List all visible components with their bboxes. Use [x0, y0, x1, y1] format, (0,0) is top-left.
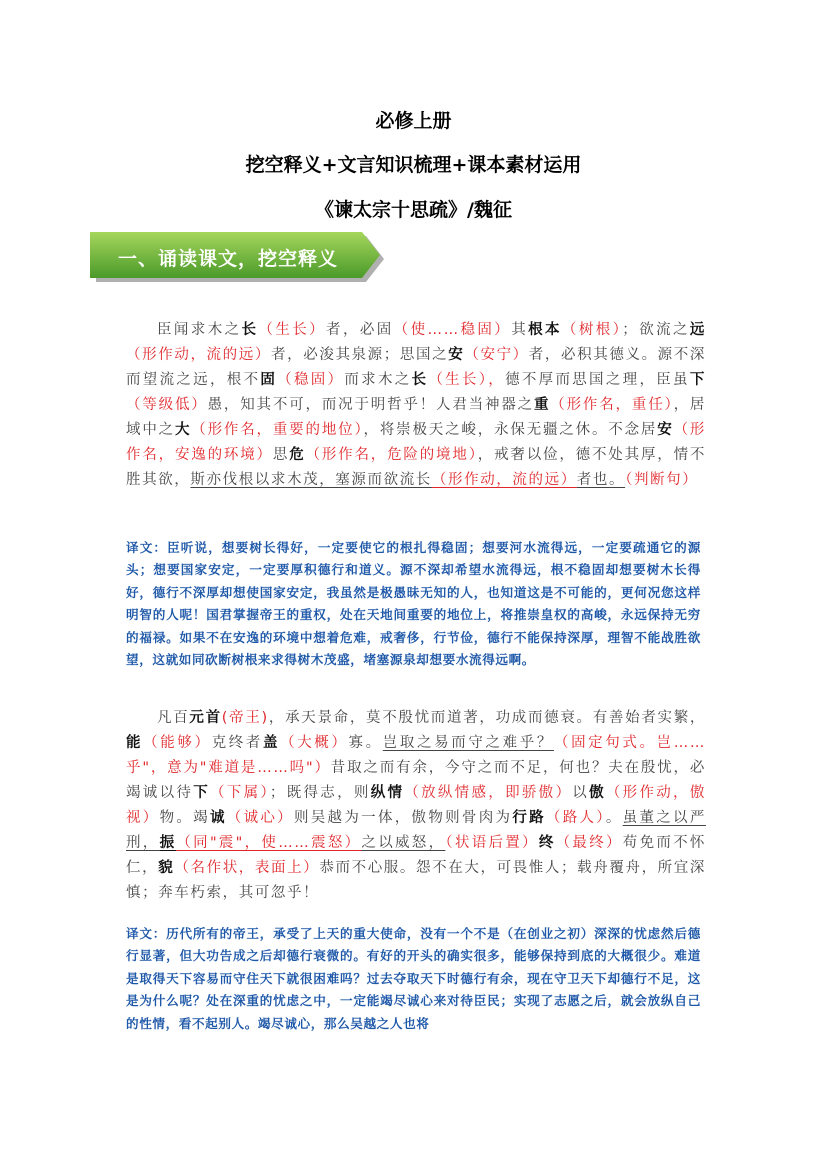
passage-text: ；既得志，则 [269, 785, 371, 801]
title-subject: 挖空释义+文言知识梳理+课本素材运用 [245, 154, 582, 176]
passage-text: 则吴越为一体，傲物则骨肉为 [293, 810, 513, 826]
annotation-note: （同"震"，使……震怒） [176, 835, 362, 851]
key-word: 下 [193, 785, 210, 801]
passage-text: ；欲流之 [622, 322, 690, 338]
passage-text: 者，必积其德义。源不深而望流之远，根不 [126, 347, 706, 388]
passage-text: ，戒奢以俭，德不处其厚，情不胜其欲， [126, 447, 706, 488]
key-word: 危 [289, 447, 306, 463]
passage-text: 之以威怒， [361, 835, 446, 851]
annotation-note: （路人） [545, 810, 606, 826]
passage-text: 愚，知其不可，而况于明哲乎！人君当神器之 [207, 397, 534, 413]
passage-text: ，将崇极天之峻，永保无疆之休。不念居 [363, 422, 658, 438]
passage-text: 而求木之 [344, 372, 412, 388]
key-word: 重 [533, 397, 551, 413]
key-word: 元首 [189, 710, 222, 726]
key-word: 大 [174, 422, 192, 438]
key-word: 盖 [262, 735, 281, 751]
title-essay: 《谏太宗十思疏》/魏征 [315, 199, 512, 221]
annotation-note: （树根） [561, 322, 623, 338]
key-word: 纵情 [370, 785, 405, 801]
annotation-note: （下属） [209, 785, 270, 801]
key-word: 貌 [158, 860, 175, 876]
annotation-note: （形作名，重要的地位） [191, 422, 364, 438]
annotation-note: （固定句式。岂……乎"，意为"难道是……吗"） [126, 735, 706, 776]
key-word: 远 [689, 322, 707, 338]
key-word: 长 [411, 372, 429, 388]
annotation-note: （名作状，表面上） [174, 860, 320, 876]
annotation-note: （状语后置） [445, 835, 539, 851]
passage-text: ，居域中之 [126, 397, 706, 438]
key-word: 安 [448, 347, 465, 363]
passage-paragraph-1 [126, 318, 706, 493]
passage-text: 虽董之以严刑， [126, 810, 706, 851]
annotation-note: （形作动，傲视） [126, 785, 706, 826]
annotation-note: (帝王) [221, 710, 269, 726]
passage-text: 以 [572, 785, 590, 801]
translation-paragraph-1: 译文：臣听说，想要树长得好，一定要使它的根扎得稳固；想要河水流得远，一定要疏通它的源头；想要国家安定，一定要厚积德行和道义。源不深却希望水流得远，根不稳固却想要树木长得好，德行不深厚却想使国家安定，我虽然是极愚昧无知的人，也知道这是不可能的，更何况您这样明智的人呢！国君掌握帝王的重权，处在天地间重要的地位上，将推崇皇权的高峻，永远保持无穷的福禄。如果不在安逸的环境中想着危难，戒奢侈，行节俭，德行不能保持深厚，理智不能战胜欲望，这就如同砍断树根来求得树木茂盛，堵塞源泉却想要水流得远啊。 [126, 540, 701, 668]
passage-text: 。 [605, 810, 623, 826]
passage-text: 岂取之易而守之难乎？ [382, 735, 554, 751]
passage-text: 克终者 [211, 735, 263, 751]
annotation-note: （安宁） [464, 347, 529, 363]
key-word: 下 [689, 372, 706, 388]
passage-text: 斯亦伐根以求木茂，塞源而欲流长 [190, 472, 432, 488]
annotation-note: （大概） [280, 735, 349, 751]
annotation-note: （形作动，流的远） [126, 347, 271, 363]
annotation-note: （形作动，流的远） [431, 472, 577, 488]
passage-text: 其 [511, 322, 529, 338]
annotation-note: （能够） [143, 735, 212, 751]
key-word: 安 [657, 422, 674, 438]
passage-paragraph-2 [126, 706, 706, 906]
key-word: 傲 [589, 785, 606, 801]
annotation-note: （形作名，重任） [550, 397, 674, 413]
key-word: 行路 [512, 810, 546, 826]
key-word: 固 [260, 372, 278, 388]
key-word: 终 [538, 835, 556, 851]
passage-text: 者，必固 [326, 322, 394, 338]
annotation-note: （等级低） [126, 397, 208, 413]
passage-text: 凡百 [157, 710, 190, 726]
annotation-note: （生长） [258, 322, 327, 338]
section-banner [88, 232, 384, 280]
passage-text: 恭而不心服。怨不在大，可畏惟人；载舟覆舟，所宜深慎；奔车朽索，其可忽乎！ [126, 860, 707, 901]
translation-paragraph-2: 译文：历代所有的帝王，承受了上天的重大使命，没有一个不是（在创业之初）深深的忧虑然后德行显著，但大功告成之后却德行衰微的。有好的开头的确实很多，能够保持到底的大概很少。难道是取得天下容易而守住天下就很困难吗？过去夺取天下时德行有余，现在守卫天下却德行不足，这是为什么呢？处在深重的忧虑之中，一定能竭尽诚心来对待臣民；实现了志愿之后，就会放纵自己的性情，看不起别人。竭尽诚心，那么吴越之人也将 [126, 926, 701, 1031]
annotation-note: （放纵情感，即骄傲） [404, 785, 573, 801]
passage-text: 苟免而不怀仁， [126, 835, 707, 876]
annotation-note: （最终） [555, 835, 623, 851]
passage-text: 者，必浚其泉源；思国之 [271, 347, 449, 363]
passage-text: ，承天景命，莫不殷忧而道著，功成而德衰。有善始者实繁， [268, 710, 706, 726]
passage-text: 物。竭 [159, 810, 210, 826]
key-word: 长 [241, 322, 259, 338]
annotation-note: （诚心） [226, 810, 294, 826]
passage-text: 思 [272, 447, 290, 463]
passage-text: 昔取之而有余，今守之而不足，何也？夫在殷忧，必竭诚以待 [126, 760, 706, 801]
section-title: 一、诵读课文，挖空释义 [118, 248, 339, 270]
annotation-note: （稳固） [277, 372, 345, 388]
annotation-note: （判断句） [625, 472, 699, 488]
annotation-note: （生长）， [428, 372, 506, 388]
key-word: 根本 [528, 322, 562, 338]
annotation-note: （使……稳固） [393, 322, 512, 338]
key-word: 诚 [209, 810, 227, 826]
annotation-note: （形作名，危险的境地） [305, 447, 478, 463]
passage-text: 德不厚而思国之理，臣虽 [505, 372, 690, 388]
passage-text: 者也。 [576, 472, 626, 488]
annotation-note: （形作名，安逸的环境） [126, 422, 706, 463]
key-word: 能 [126, 735, 144, 751]
title-volume: 必修上册 [375, 110, 452, 132]
passage-text: 臣闻求木之 [157, 322, 242, 338]
key-word: 振 [159, 835, 177, 851]
passage-text: 寡。 [348, 735, 383, 751]
